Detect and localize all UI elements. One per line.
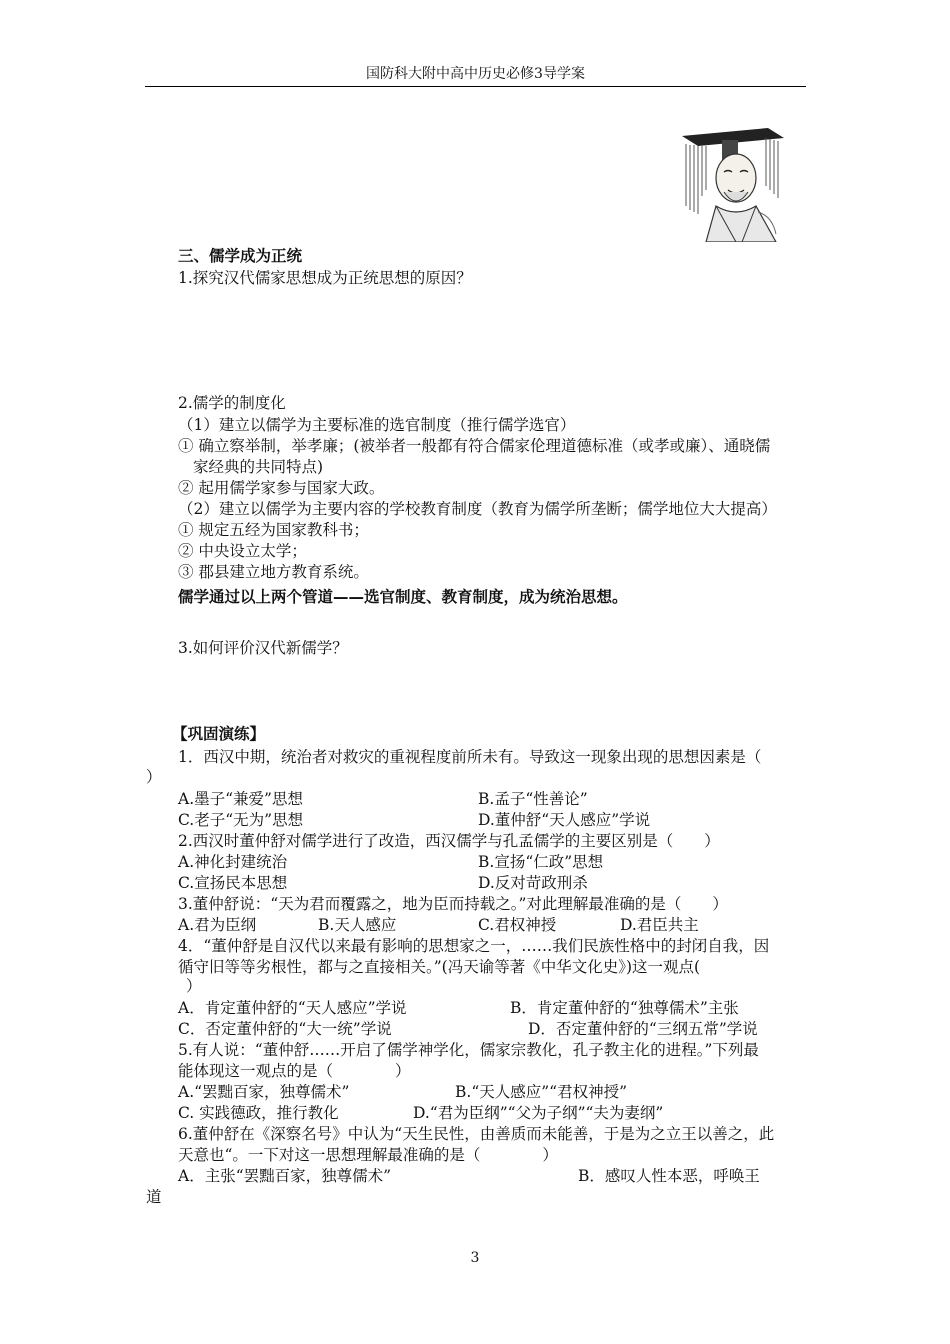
exercise-6-stem-line2: 天意也“。一下对这一思想理解最准确的是（ ） <box>178 1146 558 1164</box>
exercise-4-stem-line1: 4．“董仲舒是自汉代以来最有影响的思想家之一，……我们民族性格中的封闭自我，因 <box>178 937 770 955</box>
exercise-2-option-a: A.神化封建统治 <box>178 853 288 871</box>
page-header: 国防科大附中高中历史必修3导学案 <box>145 66 806 87</box>
question-2: 2.儒学的制度化 <box>178 394 286 412</box>
exercise-4-option-d: D．否定董仲舒的“三纲五常”学说 <box>528 1020 758 1038</box>
exercise-5-option-b: B.“天人感应”“君权神授” <box>455 1083 628 1101</box>
question-1: 1.探究汉代儒家思想成为正统思想的原因？ <box>178 269 472 287</box>
exercise-4-option-b: B．肯定董仲舒的“独尊儒术”主张 <box>510 999 739 1017</box>
exercise-6-option-b: B．感叹人性本恶，呼唤王 <box>578 1167 760 1185</box>
exercise-4-stem-line2: 循守旧等等劣根性，都与之直接相关。”(冯天谕等著《中华文化史》)这一观点( <box>178 958 701 976</box>
point-2-item-b: ② 中央设立太学； <box>178 542 307 560</box>
exercise-3-stem: 3.董仲舒说：“天为君而覆露之，地为臣而持载之。”对此理解最准确的是（ ） <box>178 895 728 913</box>
exercise-4-option-a: A．肯定董仲舒的“天人感应”学说 <box>178 999 407 1017</box>
exercise-3-option-b: B.天人感应 <box>318 916 397 934</box>
practice-title: 【巩固演练】 <box>172 725 266 743</box>
exercise-3-option-a: A.君为臣纲 <box>178 916 257 934</box>
exercise-6-stem-line1: 6.董仲舒在《深察名号》中认为“天生民性，由善质而未能善，于是为之立王以善之，此 <box>178 1125 775 1143</box>
page-number: 3 <box>470 1250 480 1266</box>
exercise-1-option-a: A.墨子“兼爱”思想 <box>178 790 303 808</box>
exercise-3-option-c: C.君权神授 <box>478 916 557 934</box>
point-2-item-a: ① 规定五经为国家教科书； <box>178 521 369 539</box>
exercise-5-option-d: D.“君为臣纲”“父为子纲”“夫为妻纲” <box>413 1104 664 1122</box>
point-2-item-c: ③ 郡县建立地方教育系统。 <box>178 563 369 581</box>
exercise-4-option-c: C．否定董仲舒的“大一统”学说 <box>178 1020 392 1038</box>
point-2-title: （2）建立以儒学为主要内容的学校教育制度（教育为儒学所垄断；儒学地位大大提高） <box>178 500 777 518</box>
exercise-5-stem-line1: 5.有人说：“董仲舒……开启了儒学神学化，儒家宗教化，孔子教主化的进程。”下列最 <box>178 1041 759 1059</box>
exercise-5-stem-line2: 能体现这一观点的是（ ） <box>178 1062 411 1080</box>
point-1-item-a-line2: 家经典的共同特点) <box>193 458 324 476</box>
exercise-1-stem: 1．西汉中期，统治者对救灾的重视程度前所未有。导致这一现象出现的思想因素是（ <box>178 748 762 766</box>
point-1-item-a-line1: ① 确立察举制，举孝廉；(被举者一般都有符合儒家伦理道德标准（或孝或廉）、通晓儒 <box>178 437 771 455</box>
emperor-portrait-image <box>676 126 794 242</box>
exercise-4-bracket: ） <box>186 977 202 995</box>
exercise-6-option-b-continued: 道 <box>146 1188 162 1206</box>
exercise-3-option-d: D.君臣共主 <box>620 916 699 934</box>
section-title: 三、儒学成为正统 <box>178 247 303 265</box>
exercise-1-option-b: B.孟子“性善论” <box>478 790 588 808</box>
exercise-5-option-a: A.“罢黜百家，独尊儒术” <box>178 1083 350 1101</box>
question-3: 3.如何评价汉代新儒学？ <box>178 639 348 657</box>
exercise-2-stem: 2.西汉时董仲舒对儒学进行了改造，西汉儒学与孔孟儒学的主要区别是（ ） <box>178 832 720 850</box>
exercise-2-option-c: C.宣扬民本思想 <box>178 874 288 892</box>
exercise-5-option-c: C. 实践德政，推行教化 <box>178 1104 339 1122</box>
exercise-2-option-d: D.反对苛政刑杀 <box>478 874 588 892</box>
point-1-item-b: ② 起用儒学家参与国家大政。 <box>178 479 385 497</box>
exercise-2-option-b: B.宣扬“仁政”思想 <box>478 853 604 871</box>
exercise-1-option-d: D.董仲舒“天人感应”学说 <box>478 811 651 829</box>
point-1-title: （1）建立以儒学为主要标准的选官制度（推行儒学选官） <box>178 416 576 434</box>
summary-statement: 儒学通过以上两个管道——选官制度、教育制度，成为统治思想。 <box>178 588 628 606</box>
exercise-6-option-a: A．主张“罢黜百家，独尊儒术” <box>178 1167 392 1185</box>
exercise-1-option-c: C.老子“无为”思想 <box>178 811 304 829</box>
exercise-1-bracket: ） <box>146 768 162 786</box>
